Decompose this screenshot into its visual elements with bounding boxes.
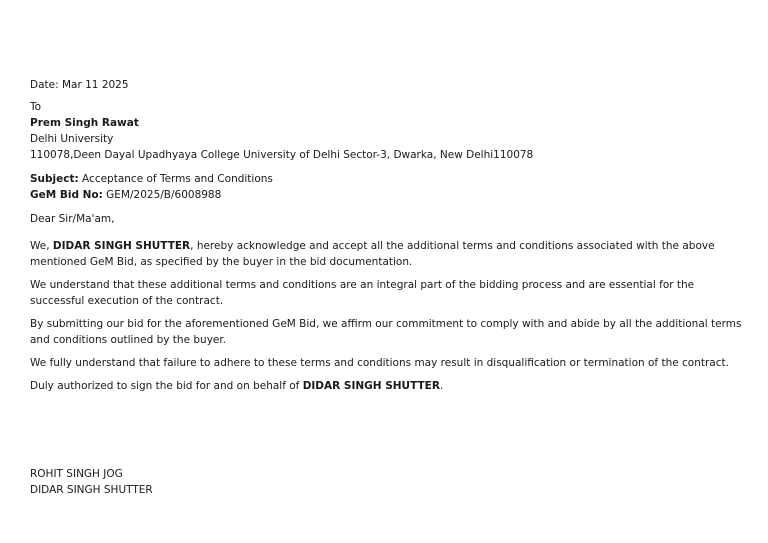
letter-body (30, 77, 748, 394)
paragraph-commitment: By submitting our bid for the aforementioned GeM Bid, we affirm our commitment to comply with and abide by all the additional terms and conditions outlined by the buyer. (30, 318, 742, 346)
signatory-company: DIDAR SINGH SHUTTER (30, 484, 153, 496)
subject-label: Subject: (30, 173, 79, 185)
recipient-org: Delhi University (30, 133, 114, 145)
bid-number: GEM/2025/B/6008988 (102, 189, 222, 201)
bid-number-line (30, 187, 748, 203)
subject-text: Acceptance of Terms and Conditions (78, 173, 273, 185)
company-name-authorization: DIDAR SINGH SHUTTER (302, 380, 440, 392)
recipient-name: Prem Singh Rawat (30, 117, 139, 129)
subject-line (30, 171, 748, 187)
recipient-address: 110078,Deen Dayal Upadhyaya College University of Delhi Sector-3, Dwarka, New Delhi110078 (30, 149, 534, 161)
letter-date: Date: Mar 11 2025 (30, 79, 129, 91)
salutation: Dear Sir/Ma'am, (30, 213, 115, 225)
signature-block (30, 466, 153, 498)
paragraph-authorization: Duly authorized to sign the bid for and on behalf of DIDAR SINGH SHUTTER. (30, 380, 444, 392)
paragraph-failure: We fully understand that failure to adhere to these terms and conditions may result in disqualification or termination of the contract. (30, 357, 729, 369)
bid-label: GeM Bid No: (30, 189, 103, 201)
to-label: To (30, 101, 42, 113)
paragraph-integral: We understand that these additional terms and conditions are an integral part of the bidding process and are essential for the successful execution of the contract. (30, 279, 695, 307)
company-name: DIDAR SINGH SHUTTER (52, 240, 191, 252)
signatory-name: ROHIT SINGH JOG (30, 468, 123, 480)
paragraph-acknowledgement: We, DIDAR SINGH SHUTTER, hereby acknowledge and accept all the additional terms and conditions associated with the above mentioned GeM Bid, as specified by the buyer in the bid documentation. (30, 240, 715, 268)
